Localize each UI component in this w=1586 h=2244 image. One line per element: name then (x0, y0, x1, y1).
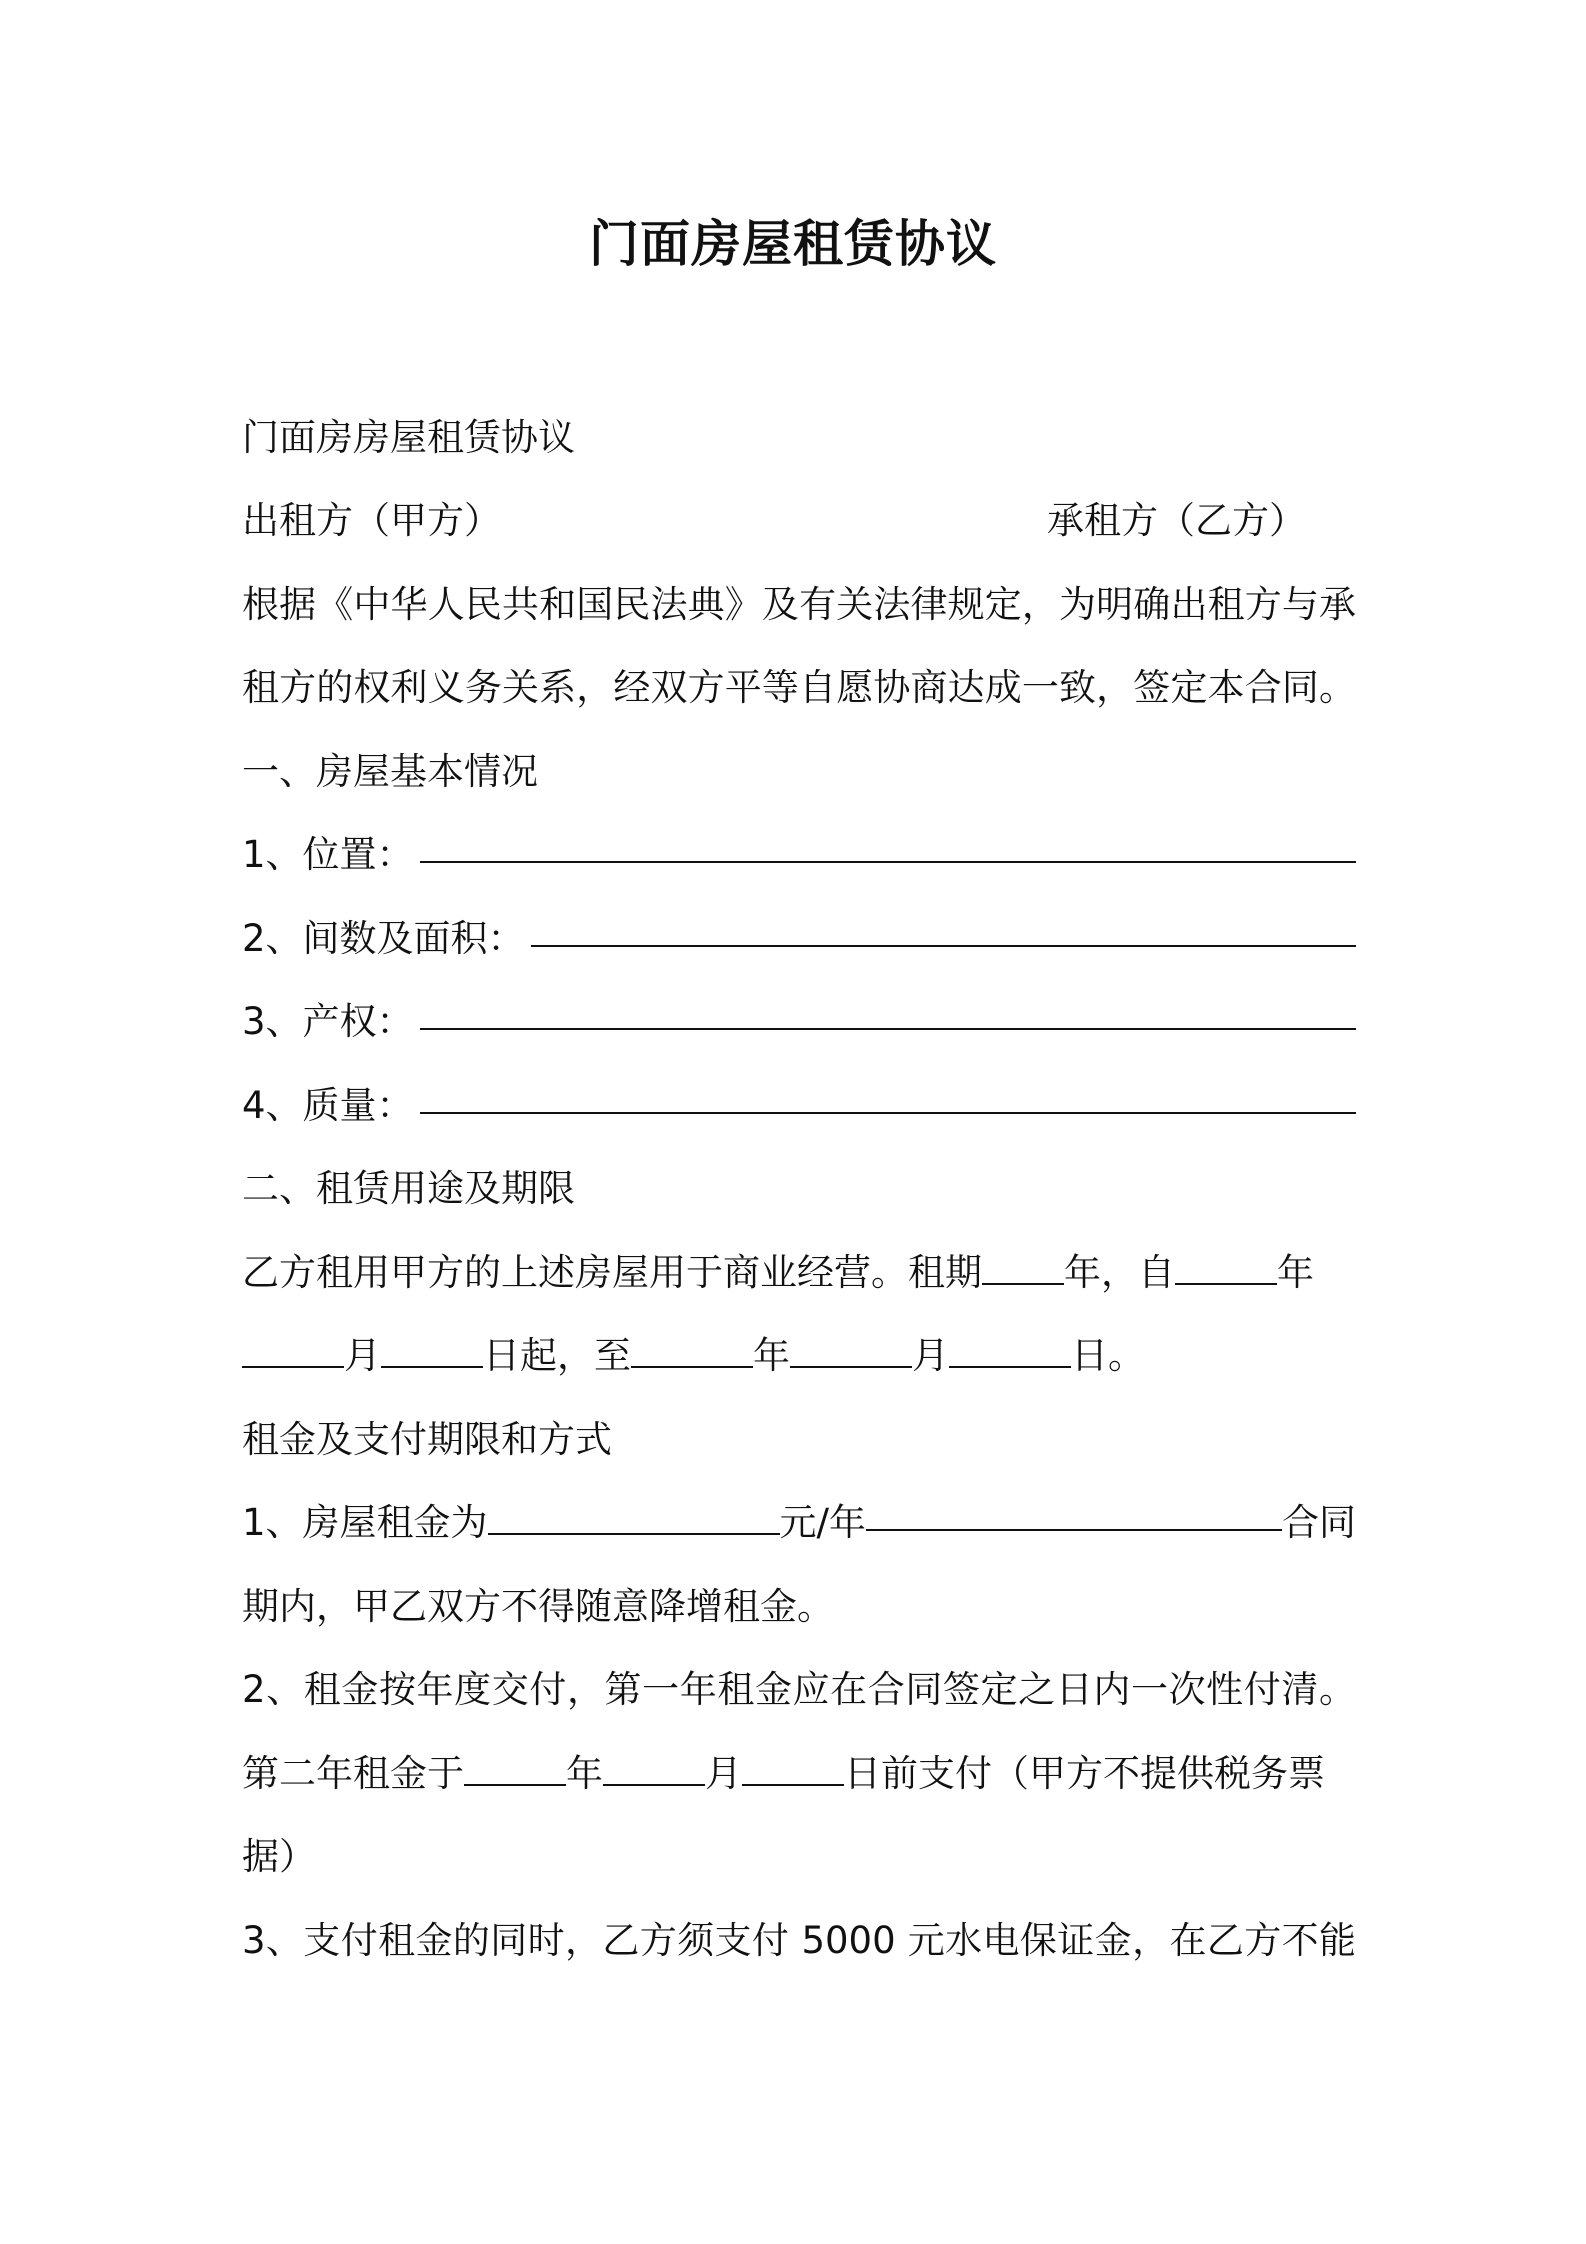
lease-term-text: 日起，至 (483, 1334, 631, 1377)
location-blank (420, 861, 1356, 863)
property-right-blank (420, 1028, 1356, 1030)
second-year-day-blank (742, 1754, 844, 1786)
section-1-heading: 一、房屋基本情况 (242, 750, 538, 793)
lease-term-text: 年 (753, 1334, 790, 1377)
end-month-blank (790, 1336, 912, 1368)
rent-clause-2-line-1: 2、租金按年度交付，第一年租金应在合同签定之日内一次性付清。 (242, 1668, 1356, 1711)
location-label: 1、位置： (242, 833, 414, 876)
second-year-year-blank (464, 1754, 566, 1786)
lease-term-text: 年，自 (1064, 1251, 1175, 1294)
rent-clause-2-line-3: 据） (242, 1835, 316, 1878)
rent-clause-3-line-1: 3、支付租金的同时，乙方须支付 5000 元水电保证金，在乙方不能 (242, 1919, 1356, 1962)
quality-blank (420, 1112, 1356, 1114)
party-a-label: 出租方（甲方） (242, 499, 501, 542)
lease-term-line-2 (242, 1331, 1356, 1381)
section-2-heading: 二、租赁用途及期限 (242, 1167, 575, 1210)
property-right-field (242, 997, 1356, 1047)
parties-line (242, 496, 1356, 546)
rent-clause-text: 元/年 (779, 1501, 867, 1544)
start-day-blank (381, 1336, 483, 1368)
rooms-area-field (242, 914, 1356, 964)
rent-clause-text: 月 (705, 1752, 742, 1795)
rent-clause-1-line-1 (242, 1498, 1356, 1548)
rent-clause-1-line-2: 期内，甲乙双方不得随意降增租金。 (242, 1585, 834, 1628)
rent-words-blank (866, 1529, 1282, 1531)
party-b-label: 承租方（乙方） (1047, 499, 1306, 542)
start-month-blank (242, 1336, 344, 1368)
rent-clause-2-line-2 (242, 1749, 1356, 1799)
lease-term-text: 日。 (1071, 1334, 1145, 1377)
lease-term-line-1 (242, 1248, 1356, 1298)
document-subtitle: 门面房房屋租赁协议 (242, 416, 575, 459)
lease-term-text: 乙方租用甲方的上述房屋用于商业经营。租期 (242, 1251, 982, 1294)
rooms-area-label: 2、间数及面积： (242, 917, 525, 960)
second-year-month-blank (603, 1754, 705, 1786)
quality-label: 4、质量： (242, 1084, 414, 1127)
rent-clause-text: 1、房屋租金为 (242, 1501, 488, 1544)
rent-heading: 租金及支付期限和方式 (242, 1418, 612, 1461)
preamble-line-2: 租方的权利义务关系，经双方平等自愿协商达成一致，签定本合同。 (242, 666, 1356, 709)
end-year-blank (631, 1336, 753, 1368)
rent-clause-text: 日前支付（甲方不提供税务票 (844, 1752, 1325, 1795)
end-day-blank (949, 1336, 1071, 1368)
location-field (242, 830, 1356, 880)
lease-term-text: 年 (1277, 1251, 1314, 1294)
start-year-blank (1175, 1253, 1277, 1285)
document-title: 门面房屋租赁协议 (589, 215, 997, 273)
preamble-line-1: 根据《中华人民共和国民法典》及有关法律规定，为明确出租方与承 (242, 583, 1356, 626)
quality-field (242, 1081, 1356, 1131)
lease-term-text: 月 (344, 1334, 381, 1377)
lease-years-blank (982, 1253, 1064, 1285)
lease-term-text: 月 (912, 1334, 949, 1377)
rent-clause-text: 年 (566, 1752, 603, 1795)
property-right-label: 3、产权： (242, 1000, 414, 1043)
rent-clause-text: 合同 (1282, 1501, 1356, 1544)
rent-clause-text: 第二年租金于 (242, 1752, 464, 1795)
rooms-area-blank (531, 945, 1356, 947)
rent-amount-blank (488, 1503, 780, 1535)
